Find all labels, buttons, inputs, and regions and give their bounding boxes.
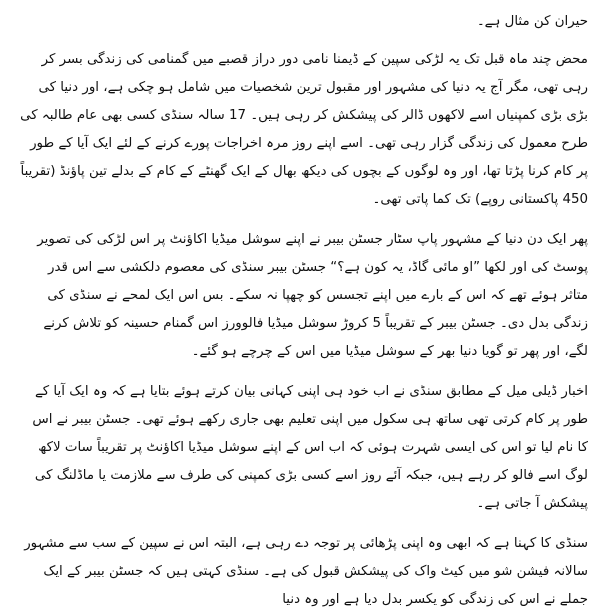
article-paragraph-4: اخبار ڈیلی میل کے مطابق سنڈی نے اب خود ہی اپنی کہانی بیان کرتے ہوئے بتایا ہے کہ وہ ایک آیا کے طور پر کام کرتی تھی ساتھ ہی سکول میں اپنی تعلیم بھی جاری رکھے ہوئے تھی۔ جسٹن بیبر نے اس کا نام لیا تو اس کی ایسی شہرت ہوئی کہ اب اس کے اپنے سوشل میڈیا اکاؤنٹ پر تقریباً سات لاکھ لوگ اسے فالو کر رہے ہیں، جبکہ آئے روز اسے کسی بڑی کمپنی کی طرف سے ملازمت یا ماڈلنگ کی پیشکش آ جاتی ہے۔ xyxy=(32,384,588,511)
article-paragraph-1: حیران کن مثال ہے۔ xyxy=(476,14,588,29)
article-paragraph-3: پھر ایک دن دنیا کے مشہور پاپ سٹار جسٹن بیبر نے اپنے سوشل میڈیا اکاؤنٹ پر اس لڑکی کی تصویر پوسٹ کی اور لکھا ”او مائی گاڈ، یہ کون ہے؟“ جسٹن بیبر سنڈی کی معصوم دلکشی سے اس قدر متاثر ہوئے تھے کہ اس کے بارے میں اپنے تجسس کو چھپا نہ سکے۔ بس اس ایک لمحے نے سنڈی کی زندگی بدل دی۔ جسٹن بیبر کے تقریباً 5 کروڑ سوشل میڈیا فالوورز اس گمنام حسینہ کو تلاش کرنے لگے، اور پھر تو گویا دنیا بھر کے سوشل میڈیا میں اس کے چرچے ہو گئے۔ xyxy=(37,232,588,359)
article-paragraph-5: سنڈی کا کہنا ہے کہ ابھی وہ اپنی پڑھائی پر توجہ دے رہی ہے، البتہ اس نے سپین کے سب سے مشہور سالانہ فیشن شو میں کیٹ واک کی پیشکش قبول کی ہے۔ سنڈی کہتی ہیں کہ جسٹن بیبر کے ایک جملے نے اس کی زندگی کو یکسر بدل دیا ہے اور وہ دنیا xyxy=(24,536,588,607)
article-paragraph-2: محض چند ماہ قبل تک یہ لڑکی سپین کے ڈیمنا نامی دور دراز قصبے میں گمنامی کی زندگی بسر کر رہی تھی، مگر آج یہ دنیا کی مشہور اور مقبول ترین شخصیات میں شامل ہو چکی ہے، اور دنیا کی بڑی بڑی کمپنیاں اسے لاکھوں ڈالر کی پیشکش کر رہی ہیں۔ 17 سالہ سنڈی کسی بھی عام طالبہ کی طرح معمول کی زندگی گزار رہی تھی۔ اسے اپنے روز مرہ اخراجات پورے کرنے کے لئے ایک آیا کے طور پر کام کرنا پڑتا تھا، اور وہ لوگوں کے بچوں کی دیکھ بھال کے ایک گھنٹے کے کام کے بدلے تین پاؤنڈ (تقریباً 450 پاکستانی روپے) تک کما پاتی تھی۔ xyxy=(20,52,588,207)
